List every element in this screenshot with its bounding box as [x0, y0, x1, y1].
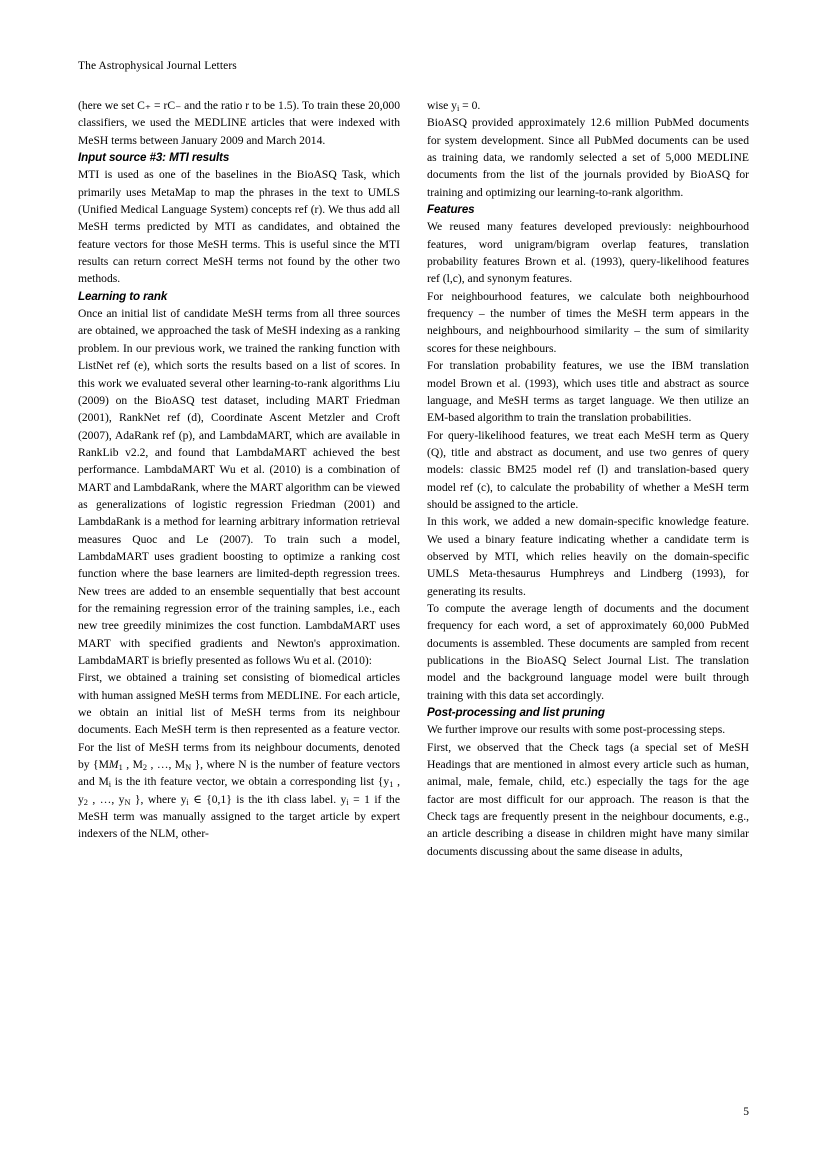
math-subscript: 1 [389, 780, 394, 790]
paragraph-with-math [427, 97, 749, 114]
text-run: = 0. [459, 99, 481, 112]
paragraph: BioASQ provided approximately 12.6 million PubMed documents for system development. Since all PubMed documents can be used as training data, we randomly selected a set of 5,000 MEDLINE documents from the list of the journals provided by BioASQ for training and optimizing our learning-to-rank algorithm. [427, 116, 749, 199]
running-head: The Astrophysical Journal Letters [78, 60, 237, 72]
text-run: = 1 if the MeSH term was manually assigned to the target article by expert indexers of the NLM, other- [78, 792, 400, 841]
text-run: }, where y [130, 792, 187, 806]
section-heading-post-processing: Post-processing and list pruning [427, 706, 605, 720]
section-heading-learning-to-rank: Learning to rank [78, 289, 168, 303]
text-run: is the ith feature vector, we obtain a corresponding list {y [111, 775, 390, 789]
left-column [78, 97, 400, 843]
paragraph: Once an initial list of candidate MeSH terms from all three sources are obtained, we approached the task of MeSH indexing as a ranking problem. In our previous work, we trained the ranking function with ListNet ref (e), which sorts the results based on a list of scores. In this work we evaluated several other learning-to-rank algorithms Liu (2009) on the BioASQ test dataset, including MART Friedman (2001), RankNet ref (d), Coordinate Ascent Metzler and Croft (2007), AdaRank ref (p), and LambdaMART, which are available in RankLib v2.2, and found that LambdaMART achieved the best performance. LambdaMART Wu et al. (2010) is a combination of MART and LambdaRank, where the MART algorithm can be viewed as generalizations of logistic regression Friedman (2001) and LambdaRank is a method for learning arbitrary information retrieval measures Quoc and Le (2007). To train such a model, LambdaMART uses gradient boosting to optimize a ranking cost function where the base learners are limited-depth regression trees. New trees are added to an ensemble sequentially that best account for the remaining regression error of the training samples, i.e., each new tree greedily minimizes the cost function. LambdaMART uses MART with specified gradients and Newton's approximation. LambdaMART is briefly presented as follows Wu et al. (2010): [78, 307, 400, 667]
section-heading-input-source-3: Input source #3: MTI results [78, 151, 230, 165]
text-run: , M [122, 758, 143, 772]
math-subscript: i [108, 780, 112, 790]
math-subscript: i [346, 797, 349, 807]
paragraph: For neighbourhood features, we calculate both neighbourhood frequency – the number of times the MeSH term appears in the neighbours, and neighbourhood similarity – the sum of similarity scores for these neighbours. [427, 289, 749, 355]
math-subscript: 2 [83, 797, 88, 807]
math-subscript: i [456, 104, 460, 114]
section-heading-features: Features [427, 203, 475, 217]
paragraph: For translation probability features, we use the IBM translation model Brown et al. (1993), which uses title and abstract as source language, and MeSH terms as target language. We then utilize an EM-based algorithm to train the translation probabilities. [427, 359, 749, 425]
text-run: , y [78, 775, 400, 806]
math-subscript: 1 [118, 763, 123, 773]
text-run: First, we obtained a training set consisting of biomedical articles with human assigned MeSH terms from MEDLINE. For each article, we obtain an initial list of MeSH terms from its neighbour documents. Each MeSH term is then represented as a feature vector. For the list of MeSH terms from its neighbour documents, denoted by {M [78, 671, 400, 772]
paragraph: To compute the average length of documents and the document frequency for each word, a set of approximately 60,000 PubMed documents is assembled. These documents are sampled from recent publications in the BioASQ Select Journal List. The translation model and the background language model were built through training with this data set accordingly. [427, 601, 749, 702]
math-subscript: N [124, 797, 131, 807]
paragraph: We further improve our results with some post-processing steps. [427, 723, 726, 737]
paragraph: MTI is used as one of the baselines in the BioASQ Task, which primarily uses MetaMap to map the phrases in the text to UMLS (Unified Medical Language System) concepts ref (r). We thus add all MeSH terms predicted by MTI as candidates, and obtained the feature vectors for those MeSH terms. This is useful since the MTI results can return correct MeSH terms not found by the other two methods. [78, 168, 400, 286]
paragraph-with-math [78, 669, 400, 842]
paragraph: We reused many features developed previously: neighbourhood features, word unigram/bigram overlap features, translation probability features Brown et al. (1993), query-likelihood features ref (l,c), and synonym features. [427, 220, 749, 286]
text-run: , …, y [87, 792, 125, 806]
page-number: 5 [743, 1106, 749, 1118]
text-run: , …, M [147, 758, 186, 772]
two-column-body [78, 97, 749, 1107]
text-run: wise y [427, 99, 457, 112]
math-subscript: 2 [142, 763, 148, 773]
paragraph: (here we set C₊ = rC₋ and the ratio r to be 1.5). To train these 20,000 classifiers, we used the MEDLINE articles that were indexed with MeSH terms between January 2009 and March 2014. [78, 99, 400, 147]
math-subscript: N [185, 763, 192, 773]
math-var-M: M [108, 758, 119, 772]
math-subscript: i [186, 797, 189, 807]
right-column [427, 97, 749, 860]
text-run: }, where N is the number of feature vectors and M [78, 758, 400, 789]
paragraph: In this work, we added a new domain-specific knowledge feature. We used a binary feature indicating whether a candidate term is observed by MTI, which relies heavily on the domain-specific UMLS Meta-thesaurus Humphreys and Lindberg (1993), for generating its results. [427, 515, 749, 598]
paragraph: First, we observed that the Check tags (a special set of MeSH Headings that are mentioned in almost every article such as human, animal, male, female, child, etc.) especially the tags for the age factor are most difficult for our approach. The reason is that the Check tags are frequently present in the neighbour documents, e.g., an article describing a disease in children might have many similar documents discussing about the same disease in adults, [427, 740, 749, 858]
paragraph: For query-likelihood features, we treat each MeSH term as Query (Q), title and abstract as document, and use two genres of query models: classic BM25 model ref (l) and translation-based query model ref (c), to calculate the probability of whether a MeSH term should be assigned to the article. [427, 428, 749, 511]
text-run: ∈ {0,1} is the ith class label. y [188, 792, 347, 806]
